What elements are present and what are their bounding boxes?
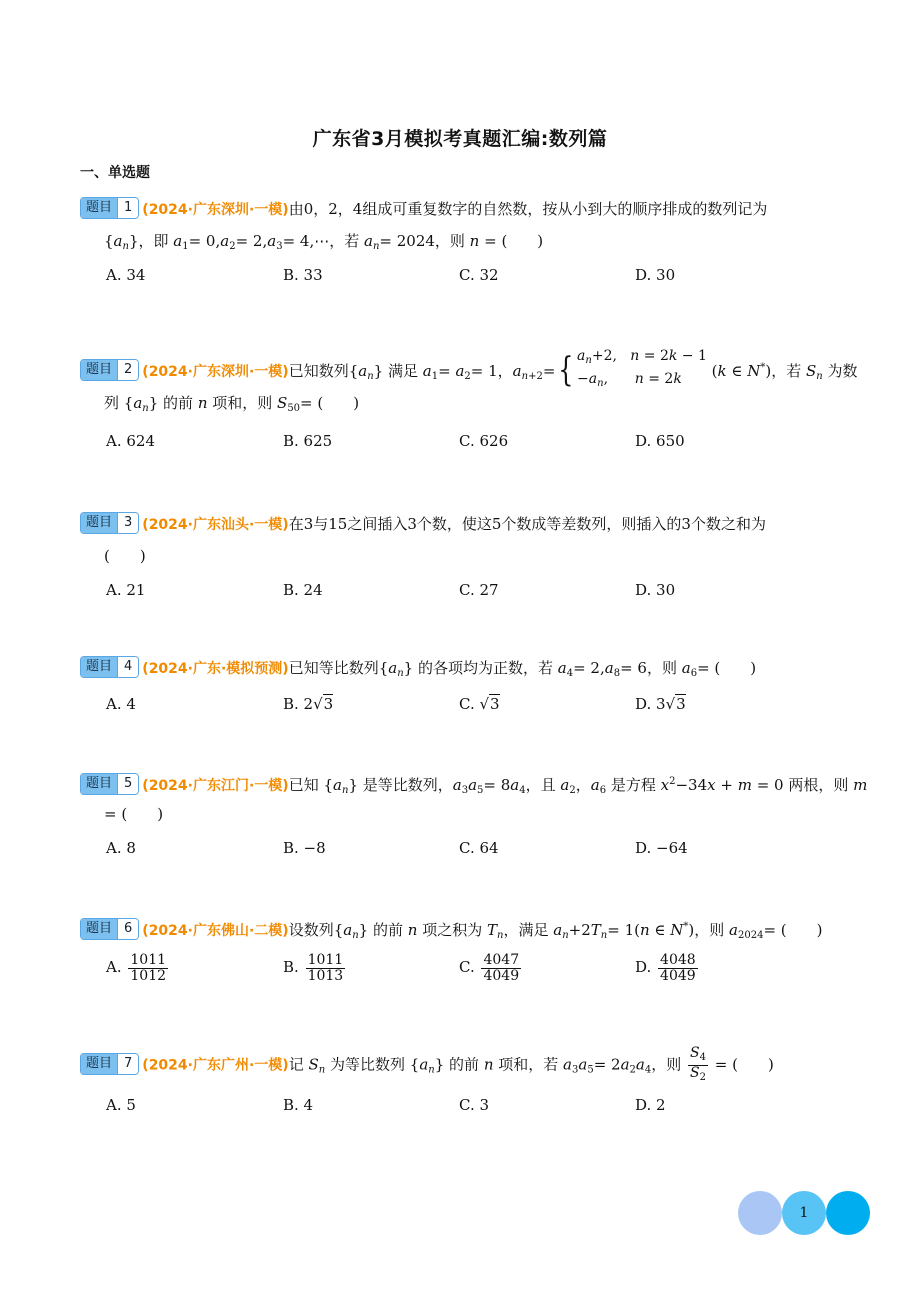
question-stem-cont: $\{a_n\}$，即 $a_1= 0,a_2= 2,a_3=$ 4,⋯，若 $a_n= 2024$，则 n = ( ) [104,232,544,252]
option-d[interactable]: D. 3√3 [635,695,686,713]
question-badge: 题目 1 [80,197,139,219]
page-dot-right [826,1191,870,1235]
question-stem: 题目 1 (2024·广东深圳·一模)由0，2，4组成可重复数字的自然数，按从小到大的顺序排成的数列记为 [80,196,850,222]
question-stem: 题目 6 (2024·广东佛山·二模)设数列$\{a_n\}$ 的前 n 项之积为 $T_n$，满足 $a_n+2T_n= 1(n$ ∈ N*)，则 $a_{2024}=$ ( ) [80,914,850,940]
options [80,575,850,605]
option-c[interactable]: C. 27 [459,581,499,599]
question-1 [80,196,850,290]
option-b[interactable]: B. −8 [283,839,326,857]
option-c[interactable]: C. 32 [459,266,499,284]
question-stem-cont: ( ) [104,547,146,565]
question-stem: 题目 7 (2024·广东广州·一模)记 $S_n$ 为等比数列 $\{a_n\}$ 的前 n 项和，若 $a_3a_5= 2a_2a_4$，则 $\frac{S_4}{S_2}$ = ( ) [80,1046,850,1078]
question-stem-cont: 列 $\{a_n\}$ 的前 n 项和，则 $S_{50}=$ ( ) [104,394,360,414]
option-b[interactable]: B. 24 [283,581,323,599]
option-a[interactable]: A. 8 [106,839,136,857]
page-number: 1 [782,1191,826,1235]
option-d[interactable]: D. 2 [635,1096,666,1114]
option-a[interactable]: A. 34 [106,266,146,284]
option-a[interactable]: A. 5 [106,1096,136,1114]
question-source: (2024·广东深圳·一模) [142,202,289,218]
question-stem-cont: = ( ) [104,805,164,823]
option-b[interactable]: B. 2√3 [283,695,334,713]
option-a[interactable]: A. 624 [106,432,155,450]
question-stem: 题目 3 (2024·广东汕头·一模)在3与15之间插入3个数，使这5个数成等差数列，则插入的3个数之和为 [80,511,850,537]
option-d[interactable]: D. $\frac{4048}{4049}$ [635,951,696,984]
question-badge: 题目 7 [80,1053,139,1075]
option-c[interactable]: C. $\frac{4047}{4049}$ [459,951,520,984]
option-c[interactable]: C. √3 [459,695,500,713]
option-c[interactable]: C. 3 [459,1096,490,1114]
page-title: 广东省3月模拟考真题汇编:数列篇 [312,128,608,150]
options [80,1090,850,1120]
question-stem: 题目 5 (2024·广东江门·一模)已知 $\{a_n\}$ 是等比数列，$a_3a_5= 8a_4$，且 $a_2$，$a_6$ 是方程 $x^2-34x + m = 0$ 两根，则 m [80,769,850,795]
option-d[interactable]: D. 30 [635,266,676,284]
question-stem: 题目 2 (2024·广东深圳·一模)已知数列$\{a_n\}$ 满足 $a_1= a_2= 1$，$a_{n+2}=$ { $a_n+2$, n = 2k − 1 $-a_n$, n = 2k (k ∈ N*)，若 $S_n$ 为数 [80,348,850,388]
question-7 [80,1046,850,1120]
question-source: (2024·广东深圳·一模) [142,364,289,380]
option-a[interactable]: A. 4 [106,695,136,713]
options [80,952,850,988]
question-stem: 题目 4 (2024·广东·模拟预测)已知等比数列$\{a_n\}$ 的各项均为正数，若 $a_4= 2,a_8= 6$，则 $a_6=$ ( ) [80,655,850,681]
question-5 [80,769,868,863]
options [80,260,850,290]
option-b[interactable]: B. 4 [283,1096,314,1114]
page-dot-left [738,1191,782,1235]
question-2 [80,348,858,456]
option-b[interactable]: B. 33 [283,266,323,284]
question-badge: 题目 4 [80,656,139,678]
question-badge: 题目 5 [80,773,139,795]
option-a[interactable]: A. $\frac{1011}{1012}$ [106,951,167,984]
question-4 [80,655,850,719]
question-source: (2024·广东·模拟预测) [142,661,289,677]
option-b[interactable]: B. 625 [283,432,333,450]
option-d[interactable]: D. −64 [635,839,688,857]
option-b[interactable]: B. $\frac{1011}{1013}$ [283,951,344,984]
option-c[interactable]: C. 626 [459,432,509,450]
question-source: (2024·广东佛山·二模) [142,923,289,939]
question-source: (2024·广东广州·一模) [142,1057,289,1074]
question-badge: 题目 3 [80,512,139,534]
question-source: (2024·广东江门·一模) [142,778,289,794]
option-d[interactable]: D. 650 [635,432,685,450]
question-6 [80,914,850,988]
section-heading: 一、单选题 [80,165,150,181]
options [80,689,850,719]
option-d[interactable]: D. 30 [635,581,676,599]
question-badge: 题目 6 [80,918,139,940]
question-source: (2024·广东汕头·一模) [142,517,289,533]
question-3 [80,511,850,605]
option-c[interactable]: C. 64 [459,839,499,857]
question-badge: 题目 2 [80,359,139,381]
options [80,833,850,863]
option-a[interactable]: A. 21 [106,581,146,599]
options [80,426,850,456]
